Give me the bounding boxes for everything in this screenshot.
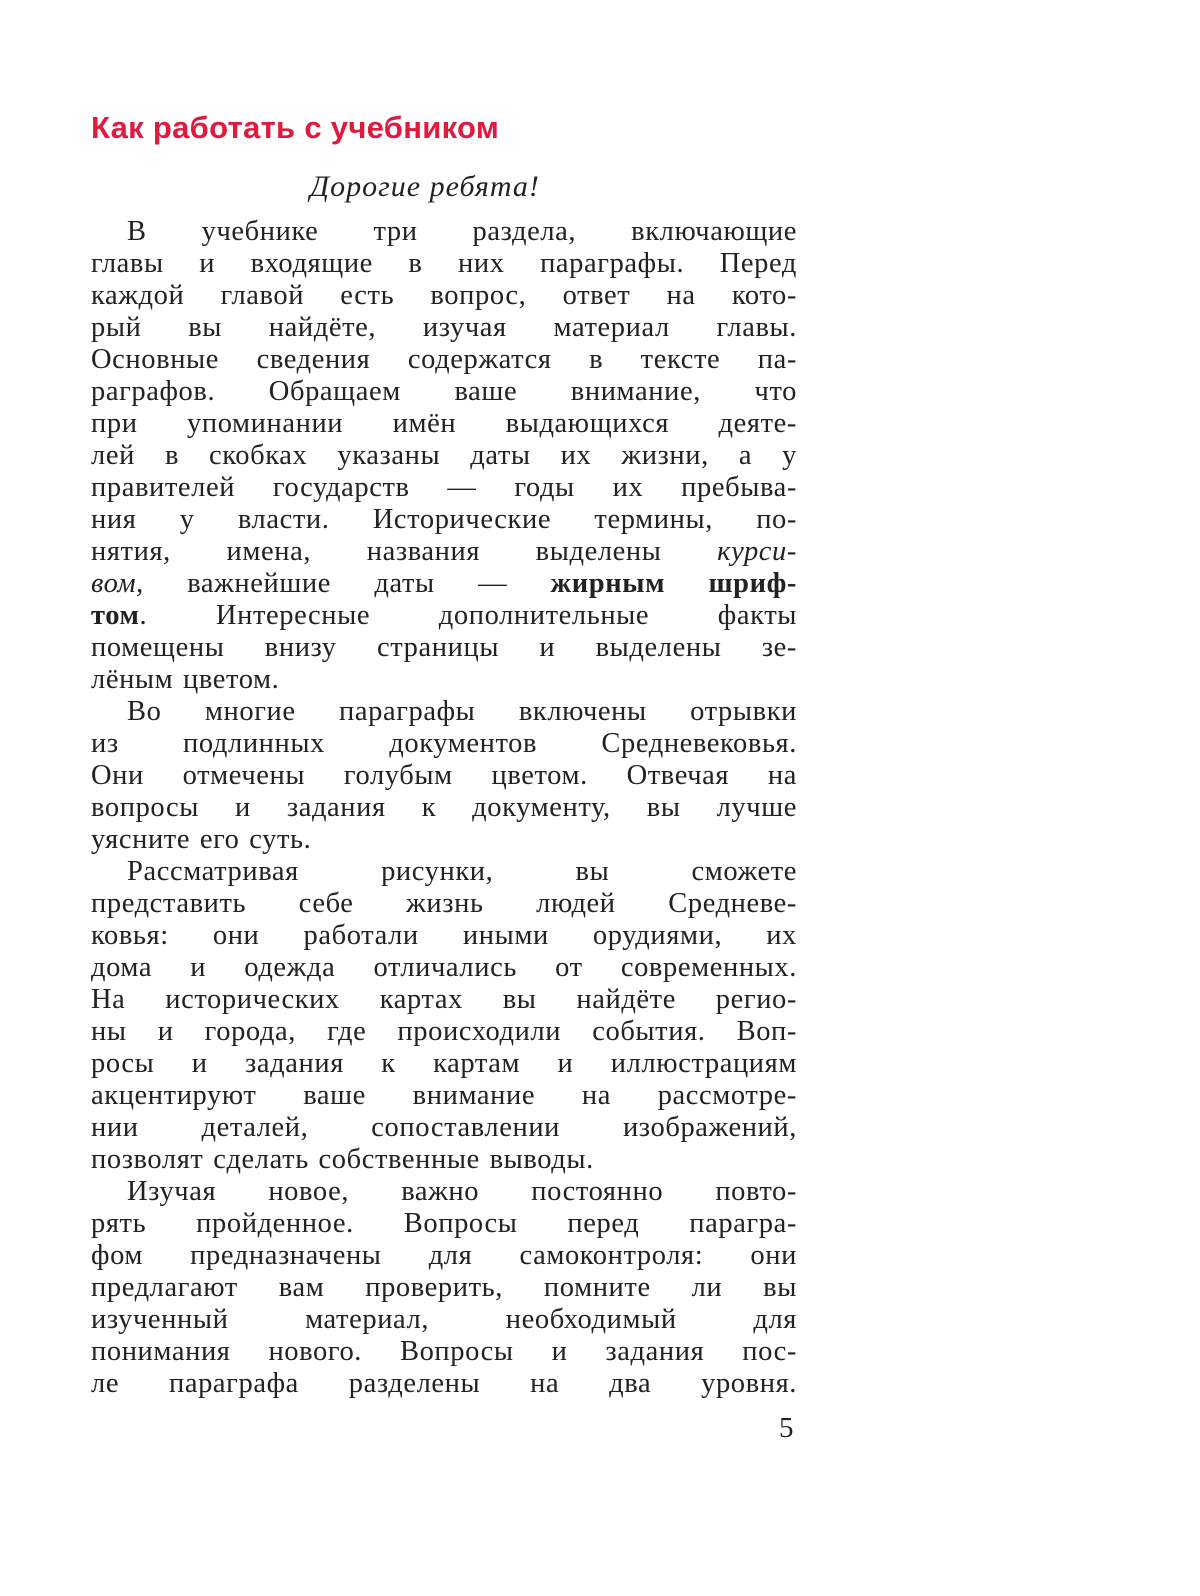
text-segment: ле параграфа разделены на два уровня. bbox=[91, 1368, 797, 1399]
text-line bbox=[91, 216, 797, 248]
text-segment: Основные сведения содержатся в тексте па- bbox=[91, 344, 797, 375]
text-line bbox=[91, 920, 797, 952]
paragraph bbox=[91, 216, 797, 696]
bold-text: жирным шриф- bbox=[550, 568, 798, 599]
text-segment: фом предназначены для самоконтроля: они bbox=[91, 1240, 797, 1271]
text-segment: раграфов. Обращаем ваше внимание, что bbox=[91, 376, 797, 407]
text-segment: изученный материал, необходимый для bbox=[91, 1304, 797, 1335]
text-segment: Они отмечены голубым цветом. Отвечая на bbox=[91, 760, 797, 791]
text-line bbox=[91, 1304, 797, 1336]
text-line bbox=[91, 1048, 797, 1080]
text-line bbox=[91, 376, 797, 408]
text-line bbox=[91, 1112, 797, 1144]
text-segment: лёным цветом. bbox=[91, 664, 280, 695]
text-segment: лей в скобках указаны даты их жизни, а у bbox=[91, 440, 797, 471]
text-segment: позволят сделать собственные выводы. bbox=[91, 1144, 594, 1175]
text-line bbox=[91, 408, 797, 440]
text-line bbox=[91, 952, 797, 984]
text-segment: уясните его суть. bbox=[91, 824, 312, 855]
bold-text: том bbox=[91, 600, 140, 631]
text-line bbox=[91, 632, 797, 664]
text-line bbox=[91, 792, 797, 824]
text-line bbox=[91, 536, 797, 568]
text-line bbox=[91, 312, 797, 344]
text-segment: росы и задания к картам и иллюстрациям bbox=[91, 1048, 797, 1079]
text-line bbox=[91, 728, 797, 760]
text-line bbox=[91, 824, 797, 856]
text-line bbox=[91, 888, 797, 920]
italic-text: вом bbox=[91, 568, 137, 599]
text-segment: Рассматривая рисунки, вы сможете bbox=[127, 856, 797, 887]
page-title: Как работать с учебником bbox=[91, 110, 500, 145]
text-line bbox=[91, 472, 797, 504]
text-segment: рый вы найдёте, изучая материал главы. bbox=[91, 312, 797, 343]
text-segment: правителей государств — годы их пребыва- bbox=[91, 472, 797, 503]
paragraph bbox=[91, 1176, 797, 1400]
text-line bbox=[91, 1176, 797, 1208]
greeting: Дорогие ребята! bbox=[310, 170, 540, 203]
italic-text: курси- bbox=[717, 536, 797, 567]
text-line bbox=[91, 696, 797, 728]
text-segment: представить себе жизнь людей Средневе- bbox=[91, 888, 797, 919]
text-segment: помещены внизу страницы и выделены зе- bbox=[91, 632, 797, 663]
text-segment: вопросы и задания к документу, вы лучше bbox=[91, 792, 797, 823]
text-segment: при упоминании имён выдающихся деяте- bbox=[91, 408, 797, 439]
text-line bbox=[91, 504, 797, 536]
text-line bbox=[91, 1272, 797, 1304]
paragraph bbox=[91, 856, 797, 1176]
text-segment: Во многие параграфы включены отрывки bbox=[127, 696, 797, 727]
text-line bbox=[91, 568, 797, 600]
page-number: 5 bbox=[779, 1412, 794, 1444]
text-segment: ковья: они работали иными орудиями, их bbox=[91, 920, 797, 951]
text-segment: На исторических картах вы найдёте регио- bbox=[91, 984, 797, 1015]
text-line bbox=[91, 984, 797, 1016]
text-segment: В учебнике три раздела, включающие bbox=[127, 216, 797, 247]
text-segment: понимания нового. Вопросы и задания пос- bbox=[91, 1336, 797, 1367]
text-segment: . Интересные дополнительные факты bbox=[139, 600, 797, 631]
text-segment: нятия, имена, названия выделены bbox=[91, 536, 718, 567]
text-line bbox=[91, 1208, 797, 1240]
text-line bbox=[91, 280, 797, 312]
text-line bbox=[91, 760, 797, 792]
text-segment: главы и входящие в них параграфы. Перед bbox=[91, 248, 797, 279]
text-segment: из подлинных документов Средневековья. bbox=[91, 728, 797, 759]
text-line bbox=[91, 600, 797, 632]
text-line bbox=[91, 344, 797, 376]
text-line bbox=[91, 856, 797, 888]
text-segment: предлагают вам проверить, помните ли вы bbox=[91, 1272, 797, 1303]
text-line bbox=[91, 1016, 797, 1048]
body-text bbox=[91, 216, 797, 1400]
text-segment: Изучая новое, важно постоянно повто- bbox=[127, 1176, 797, 1207]
text-segment: ния у власти. Исторические термины, по- bbox=[91, 504, 797, 535]
text-line bbox=[91, 1080, 797, 1112]
text-line bbox=[91, 1336, 797, 1368]
text-line bbox=[91, 440, 797, 472]
text-segment: акцентируют ваше внимание на рассмотре- bbox=[91, 1080, 797, 1111]
text-segment: , важнейшие даты — bbox=[136, 568, 551, 599]
text-line bbox=[91, 1240, 797, 1272]
text-line bbox=[91, 1368, 797, 1400]
text-line bbox=[91, 664, 797, 696]
text-segment: ны и города, где происходили события. Воп- bbox=[91, 1016, 797, 1047]
text-segment: рять пройденное. Вопросы перед парагра- bbox=[91, 1208, 797, 1239]
text-line bbox=[91, 1144, 797, 1176]
text-segment: нии деталей, сопоставлении изображений, bbox=[91, 1112, 797, 1143]
text-segment: каждой главой есть вопрос, ответ на кото- bbox=[91, 280, 797, 311]
paragraph bbox=[91, 696, 797, 856]
text-segment: дома и одежда отличались от современных. bbox=[91, 952, 797, 983]
text-line bbox=[91, 248, 797, 280]
